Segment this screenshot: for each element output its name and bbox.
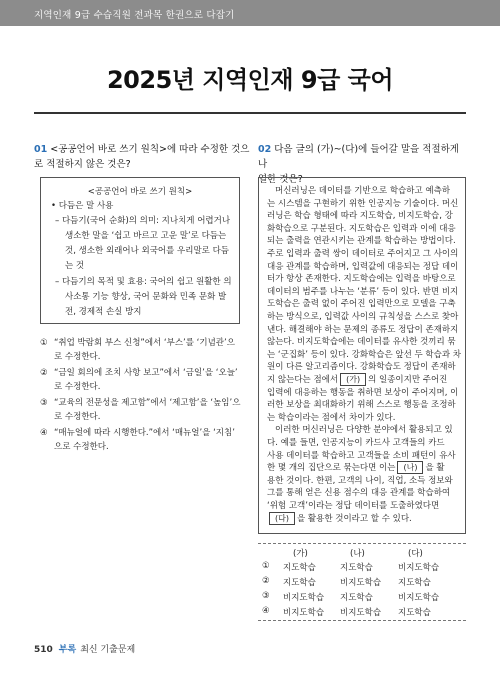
- option-mark: ③: [262, 591, 270, 601]
- table-header: (가): [293, 549, 308, 559]
- passage-text: 하는 방식으로, 입력값 사이의 규칙성을 스스로 찾아: [267, 312, 459, 322]
- table-cell: 비지도학습: [398, 563, 440, 573]
- question-1-stem: [34, 142, 254, 172]
- passage-text: ‘위험 고객’이라는 정답 데이터를 도출하였다면: [267, 501, 440, 511]
- option-mark: ①: [262, 561, 270, 571]
- option-text: “취업 박람회 부스 신청”에서 ‘부스’를 ‘기념관’으: [54, 338, 235, 348]
- question-1-number: 01: [34, 144, 48, 155]
- passage-text: 도학습은 출력 없이 주어진 입력만으로 모델을 구축: [267, 299, 456, 310]
- table-cell: 비지도학습: [340, 608, 382, 618]
- header-bar: [0, 0, 500, 26]
- passage-text: 화학습으로 구분된다. 지도학습은 입력과 이에 대응: [267, 223, 456, 234]
- passage-line: [267, 360, 457, 372]
- question-2-number: 02: [258, 144, 272, 155]
- passage-text: 는 ‘군집화’ 등이 있다. 강화학습은 앞선 두 학습과 차: [267, 349, 461, 360]
- question-2-text-line2: 열한 것은?: [258, 174, 303, 185]
- table-cell: 지도학습: [398, 578, 431, 588]
- box-line: – 다듬기의 목적 및 효용: 국어의 쉽고 원활한 의: [55, 277, 232, 287]
- passage-text: 의 일종이지만 주어진: [368, 375, 448, 385]
- passage-text: 는 시스템을 구현하기 위한 인공지능 기술이다. 머신: [267, 198, 459, 209]
- question-1-text-line2: 로 적절하지 않은 것은?: [34, 159, 131, 170]
- footer-label: 최신 기출문제: [80, 645, 136, 655]
- blank-box: (가): [340, 373, 366, 386]
- title-divider: [34, 112, 466, 114]
- passage-line: [267, 184, 457, 196]
- passage-line: [267, 222, 457, 234]
- footer: [34, 642, 135, 655]
- passage-line: [267, 436, 457, 448]
- option-mark: ①: [40, 338, 48, 348]
- passage-line: [267, 411, 457, 423]
- passage-line: [267, 461, 457, 474]
- question-1-text-line1: <공공언어 바로 쓰기 원칙>에 따라 수정한 것으: [50, 144, 250, 155]
- passage-line: [267, 209, 457, 221]
- passage-line: [267, 323, 457, 335]
- passage-line: [267, 197, 457, 209]
- passage-text: 러한 보상을 최대화하기 위해 스스로 행동을 조정하: [267, 400, 456, 411]
- passage-line: [267, 512, 457, 525]
- passage-line: [267, 285, 457, 297]
- table-cell: 지도학습: [283, 578, 316, 588]
- table-cell: 지도학습: [398, 608, 431, 618]
- table-cell: 지도학습: [340, 593, 373, 603]
- option-4[interactable]: [40, 426, 235, 440]
- table-cell: 비지도학습: [283, 608, 325, 618]
- passage-text: 이러한 머신러닝은 다양한 분야에서 활용되고 있: [275, 425, 453, 436]
- passage-line: [267, 335, 457, 347]
- option-text: “금일 회의에 조치 사항 보고”에서 ‘금일’을 ‘오늘’: [54, 368, 238, 378]
- table-header: (나): [350, 549, 365, 559]
- option-mark: ④: [40, 428, 48, 438]
- blank-box: (다): [269, 512, 295, 525]
- option-1[interactable]: [40, 336, 235, 350]
- passage-text: 터가 항상 존재한다. 지도학습에는 입력을 바탕으로: [267, 274, 456, 285]
- passage-text: 사용 데이터를 학습하고 고객들을 소비 패턴이 유사: [267, 450, 456, 461]
- passage-line: [267, 297, 457, 309]
- table-cell: 비지도학습: [340, 578, 382, 588]
- blank-box: (나): [397, 461, 423, 474]
- box-line: 사소통 기능 향상, 국어 문화와 민족 문화 발: [65, 292, 227, 302]
- passage-line: [267, 474, 457, 486]
- passage-text: 는 학습이라는 점에서 차이가 있다.: [267, 412, 396, 423]
- option-mark: ②: [40, 368, 48, 378]
- table-cell: 지도학습: [283, 563, 316, 573]
- table-cell: 비지도학습: [283, 593, 325, 603]
- passage-text: 낸다. 해결해야 하는 문제의 종류도 정답이 존재하지: [267, 324, 459, 335]
- passage-line: [267, 386, 457, 398]
- passage-line: [267, 423, 457, 435]
- passage-line: [267, 348, 461, 360]
- passage-text: 머신러닝은 데이터를 기반으로 학습하고 예측하: [275, 186, 451, 196]
- option-2-cont: 로 수정한다.: [54, 382, 101, 392]
- passage-line: [267, 310, 457, 322]
- passage-text: 지 않는다는 점에서: [267, 375, 339, 385]
- table-divider-top: [258, 543, 466, 544]
- option-4-cont: 으로 수정한다.: [54, 442, 109, 452]
- option-3[interactable]: [40, 396, 240, 410]
- passage-line: [267, 247, 457, 259]
- option-2[interactable]: [40, 366, 238, 380]
- option-3-cont: 로 수정한다.: [54, 412, 101, 422]
- box-line: 는 것: [65, 261, 85, 271]
- table-cell: 비지도학습: [398, 593, 440, 603]
- passage-line: [267, 398, 457, 410]
- option-1-cont: 로 수정한다.: [54, 352, 101, 362]
- box-line: 것, 생소한 외래어나 외국어를 우리말로 다듬: [65, 246, 230, 256]
- passage-text: 을 활용한 것이라고 할 수 있다.: [296, 513, 412, 524]
- option-mark: ②: [262, 576, 270, 586]
- box-line: 전, 경제적 손실 방지: [65, 307, 142, 317]
- option-text: “교육의 전문성을 제고함”에서 ‘제고함’을 ‘높임’으: [54, 398, 241, 408]
- box-line: 생소한 말을 ‘쉽고 바르고 고운 말’로 다듬는: [65, 231, 227, 241]
- passage-text: 을 활: [425, 463, 445, 474]
- passage-text: 데이터의 범주를 나누는 ‘분류’ 등이 있다. 반면 비지: [267, 286, 459, 297]
- passage-text: 원이 다른 알고리즘이다. 강화학습도 정답이 존재하: [267, 362, 456, 373]
- passage-line: [267, 449, 457, 461]
- series-title: 지역인재 9급 수습직원 전과목 한권으로 다잡기: [34, 10, 235, 21]
- passage-line: [267, 260, 457, 272]
- table-header: (다): [408, 549, 423, 559]
- page-number: 510: [34, 645, 53, 655]
- box-line: – 다듬기(국어 순화)의 의미: 지나치게 어렵거나: [55, 216, 231, 226]
- passage-text: 용한 것이다. 한편, 고객의 나이, 직업, 소득 정보와: [267, 475, 453, 486]
- passage-text: 러닝은 학습 형태에 따라 지도학습, 비지도학습, 강: [267, 211, 453, 222]
- passage-text: 되는 출력을 연관시키는 관계를 학습하는 방법이다.: [267, 236, 456, 247]
- question-1-box: [40, 177, 240, 324]
- passage-text: 않는다. 비지도학습에는 데이터를 유사한 것끼리 묶: [267, 337, 456, 348]
- passage-line: [267, 486, 457, 498]
- page-title: 2025년 지역인재 9급 국어: [106, 66, 394, 94]
- passage-line: [267, 234, 457, 246]
- passage-text: 주로 입력과 출력 쌍이 데이터로 주어지고 그 사이의: [267, 249, 459, 259]
- passage-text: 다. 예를 들면, 인공지능이 카드사 고객들의 카드: [267, 438, 445, 448]
- box-line: • 다듬은 말 사용: [51, 201, 114, 211]
- table-divider-bottom: [258, 620, 466, 621]
- passage-text: 대응 관계를 학습하며, 입력값에 대응되는 정답 데이: [267, 261, 459, 272]
- footer-category: 부록: [58, 645, 77, 655]
- passage-line: [267, 499, 457, 511]
- passage-text: 그를 통해 얻은 신용 점수의 대응 관계를 학습하여: [267, 488, 451, 499]
- option-text: “매뉴얼에 따라 시행한다.”에서 ‘매뉴얼’을 ‘지침’: [54, 428, 235, 438]
- passage-line: [267, 272, 457, 284]
- passage-text: 입력에 대응하는 행동을 취하면 보상이 주어지며, 이: [267, 387, 459, 398]
- option-mark: ④: [262, 606, 270, 616]
- box-title: <공공언어 바로 쓰기 원칙>: [87, 187, 193, 197]
- question-2-text-line1: 다음 글의 (가)~(다)에 들어갈 말을 적절하게 나: [258, 144, 459, 170]
- passage-line: [267, 373, 457, 386]
- passage-text: 한 몇 개의 집단으로 묶는다면 이는: [267, 463, 396, 474]
- option-mark: ③: [40, 398, 48, 408]
- table-cell: 지도학습: [340, 563, 373, 573]
